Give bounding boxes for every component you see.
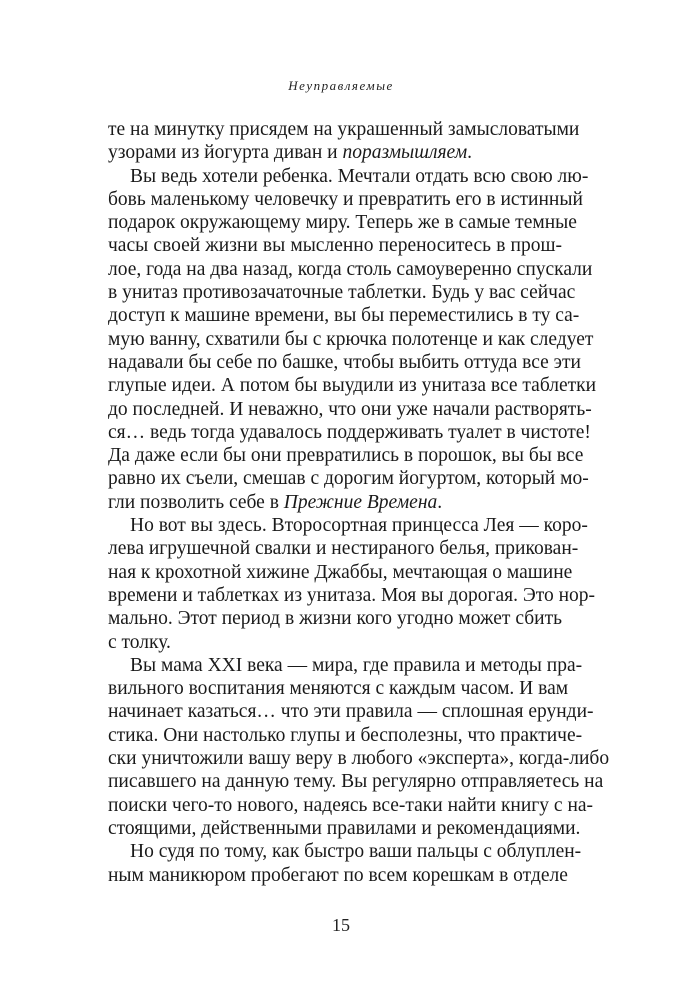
text-line: узорами из йогурта диван и поразмышляем. xyxy=(108,142,473,164)
text-line: часы своей жизни вы мысленно переноситесь в прош- xyxy=(108,235,562,257)
text-line: бовь маленькому человечку и превратить его в истинный xyxy=(108,188,583,210)
body-text xyxy=(108,118,610,887)
text-line: Но вот вы здесь. Второсортная принцесса Лея — коро- xyxy=(130,515,588,537)
text-line: Но судя по тому, как быстро ваши пальцы с облуплен- xyxy=(130,841,582,863)
text-line: стика. Они настолько глупы и бесполезны, что практиче- xyxy=(108,724,583,746)
text-line: Да даже если бы они превратились в порошок, вы бы все xyxy=(108,445,584,467)
text-line: ся… ведь тогда удавалось поддерживать туалет в чистоте! xyxy=(108,421,591,443)
text-line: в унитаз противозачаточные таблетки. Будь у вас сейчас xyxy=(108,282,576,304)
emphasis-text: Прежние Времена xyxy=(283,491,438,513)
text-line: начинает казаться… что эти правила — сплошная ерунди- xyxy=(108,701,594,723)
text-line: ски уничтожили вашу веру в любого «эксперта», когда-либо xyxy=(108,748,610,770)
text-line: надавали бы себе по башке, чтобы выбить оттуда все эти xyxy=(108,351,581,373)
text-line: ным маникюром пробегают по всем корешкам в отделе xyxy=(108,864,568,886)
text-line: вильного воспитания меняются с каждым часом. И вам xyxy=(108,678,569,700)
text-line: мально. Этот период в жизни кого угодно может сбить xyxy=(108,608,562,630)
text-line: равно их съели, смешав с дорогим йогуртом, который мо- xyxy=(108,468,589,490)
text-line: поиски чего-то нового, надеясь все-таки найти книгу с на- xyxy=(108,794,594,816)
text-line: до последней. И неважно, что они уже начали растворять- xyxy=(108,398,592,420)
text-line: доступ к машине времени, вы бы переместились в ту са- xyxy=(108,305,580,327)
text-line: те на минутку присядем на украшенный замысловатыми xyxy=(108,119,580,140)
text-line: лое, года на два назад, когда столь самоуверенно спускали xyxy=(108,258,593,280)
text-line: глупые идеи. А потом бы выудили из унитаза все таблетки xyxy=(108,375,597,397)
text-line: подарок окружающему миру. Теперь же в самые темные xyxy=(108,212,577,234)
text-line: лева игрушечной свалки и нестираного белья, прикован- xyxy=(108,538,579,560)
page-number: 15 xyxy=(332,915,350,935)
text-line: стоящими, действенными правилами и рекомендациями. xyxy=(108,817,581,839)
text-line: ная к крохотной хижине Джаббы, мечтающая о машине xyxy=(108,561,573,583)
text-line: гли позволить себе в Прежние Времена. xyxy=(108,491,443,513)
text-line: мую ванну, схватили бы с крючка полотенце и как следует xyxy=(108,328,594,350)
text-line: Вы мама XXI века — мира, где правила и методы пра- xyxy=(130,654,583,676)
emphasis-text: поразмышляем xyxy=(342,142,468,164)
text-line: с толку. xyxy=(108,631,171,653)
text-line: писавшего на данную тему. Вы регулярно отправляетесь на xyxy=(108,771,604,793)
text-line: времени и таблетках из унитаза. Моя вы дорогая. Это нор- xyxy=(108,584,596,606)
text-line: Вы ведь хотели ребенка. Мечтали отдать всю свою лю- xyxy=(130,165,589,187)
running-head: Неуправляемые xyxy=(288,78,394,93)
